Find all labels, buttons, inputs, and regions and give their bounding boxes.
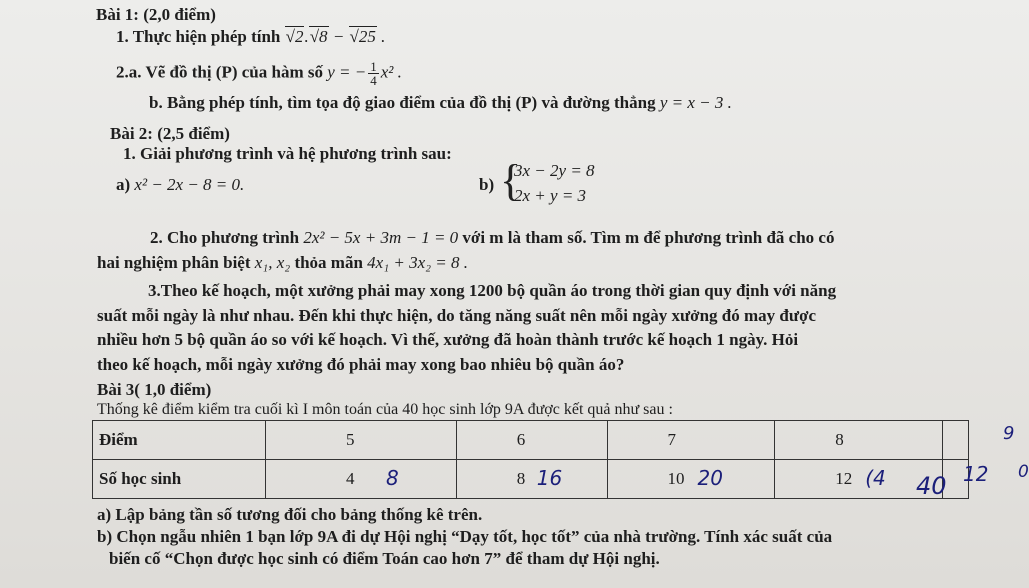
count-cell: 4 8 bbox=[266, 460, 457, 499]
row-header-count: Số học sinh bbox=[93, 460, 266, 499]
bai1-q2b-expr: y = x − 3 . bbox=[659, 93, 732, 112]
bai2-q3-line3: nhiều hơn 5 bộ quần áo so với kế hoạch. Vì thế, xưởng đã hoàn thành trước kế hoạch 1 ngày. Hỏi bbox=[97, 330, 799, 349]
bai2-q3-line1: 3.Theo kế hoạch, một xưởng phải may xong 1200 bộ quần áo trong thời gian quy định với năng bbox=[148, 281, 837, 300]
score-cell: 7 bbox=[607, 421, 775, 460]
handwritten-c4: (4 bbox=[865, 466, 886, 490]
handwritten-8: 8 bbox=[386, 466, 399, 490]
bai1-q2a-fraction: $\frac{1}{4}$ bbox=[370, 59, 377, 88]
bai1-title: Bài 1: (2,0 điểm) bbox=[96, 5, 216, 24]
score-cell: 8 bbox=[775, 421, 943, 460]
statistics-table bbox=[92, 420, 1029, 499]
count-cell: 10 20 bbox=[607, 460, 775, 499]
bai2-q2-line1: 2. Cho phương trình 2x² − 5x + 3m − 1 = 0 với m là tham số. Tìm m để phương trình đã cho có bbox=[150, 228, 835, 247]
bai1-q2a bbox=[116, 60, 402, 87]
bai3-qb-line2: biến cố “Chọn được học sinh có điểm Toán cao hơn 7” để tham dự Hội nghị. bbox=[109, 549, 660, 568]
row-header-score: Điểm bbox=[93, 421, 266, 460]
handwritten-16: 16 bbox=[536, 466, 563, 490]
table-row bbox=[93, 460, 969, 499]
bai2-q1b-label: b) bbox=[479, 175, 495, 194]
table-row bbox=[93, 421, 969, 460]
system-eq-2: 2x + y = 3 bbox=[514, 186, 587, 205]
bai3-intro: Thống kê điểm kiểm tra cuối kì I môn toán của 40 học sinh lớp 9A được kết quả như sau : bbox=[97, 401, 673, 418]
bai1-q2a-expr-lhs: y = − bbox=[327, 62, 367, 82]
score-cell: 5 bbox=[266, 421, 457, 460]
bai2-q3-line4: theo kế hoạch, mỗi ngày xưởng đó phải may xong bao nhiêu bộ quần áo? bbox=[97, 355, 625, 374]
bai1-q2a-expr-rhs: x² . bbox=[380, 62, 402, 82]
bai2-q1-text: 1. Giải phương trình và hệ phương trình sau: bbox=[123, 144, 452, 163]
bai1-q1-expr: √2.√8 − √25 . bbox=[285, 27, 386, 46]
handwritten-0: 0 bbox=[1018, 462, 1029, 482]
handwritten-12: 12 bbox=[963, 462, 989, 486]
handwritten-total: 40 bbox=[916, 472, 947, 500]
brace-icon: { bbox=[500, 156, 522, 205]
score-cell bbox=[943, 421, 1015, 460]
bai3-title: Bài 3( 1,0 điểm) bbox=[97, 380, 212, 399]
count-cell: 8 16 bbox=[456, 460, 607, 499]
handwritten-9: 9 bbox=[1003, 423, 1015, 444]
bai3-qa: a) Lập bảng tần số tương đối cho bảng thống kê trên. bbox=[97, 505, 483, 524]
count-cell: 12 (4 bbox=[775, 460, 943, 499]
system-eq-1: 3x − 2y = 8 bbox=[514, 161, 595, 180]
bai2-q3-line2: suất mỗi ngày là như nhau. Đến khi thực hiện, do tăng năng suất nên mỗi ngày xưởng đó may được bbox=[97, 306, 817, 325]
score-cell: 6 bbox=[456, 421, 607, 460]
bai2-q2-expr: 2x² − 5x + 3m − 1 = 0 bbox=[303, 228, 459, 247]
bai2-q2-line2: hai nghiệm phân biệt x₁, x₂ thỏa mãn 4x₁ + 3x₂ = 8 . bbox=[97, 253, 469, 272]
bai2-q1a: a) x² − 2x − 8 = 0. bbox=[116, 175, 245, 194]
bai1-q2b-text: b. Bằng phép tính, tìm tọa độ giao điểm của đồ thị (P) và đường thẳng bbox=[149, 93, 656, 112]
bai1-q2a-text: 2.a. Vẽ đồ thị (P) của hàm số bbox=[116, 62, 323, 82]
handwritten-20: 20 bbox=[697, 466, 723, 490]
bai2-title: Bài 2: (2,5 điểm) bbox=[110, 124, 230, 143]
bai3-qb-line1: b) Chọn ngẫu nhiên 1 bạn lớp 9A đi dự Hội nghị “Dạy tốt, học tốt” của nhà trường. Tính xác suất của bbox=[97, 527, 833, 546]
bai1-q2b bbox=[149, 93, 732, 113]
bai1-q1 bbox=[116, 27, 385, 47]
bai1-q1-text: 1. Thực hiện phép tính bbox=[116, 27, 281, 46]
bai2-q1a-expr: x² − 2x − 8 = 0. bbox=[134, 175, 245, 194]
